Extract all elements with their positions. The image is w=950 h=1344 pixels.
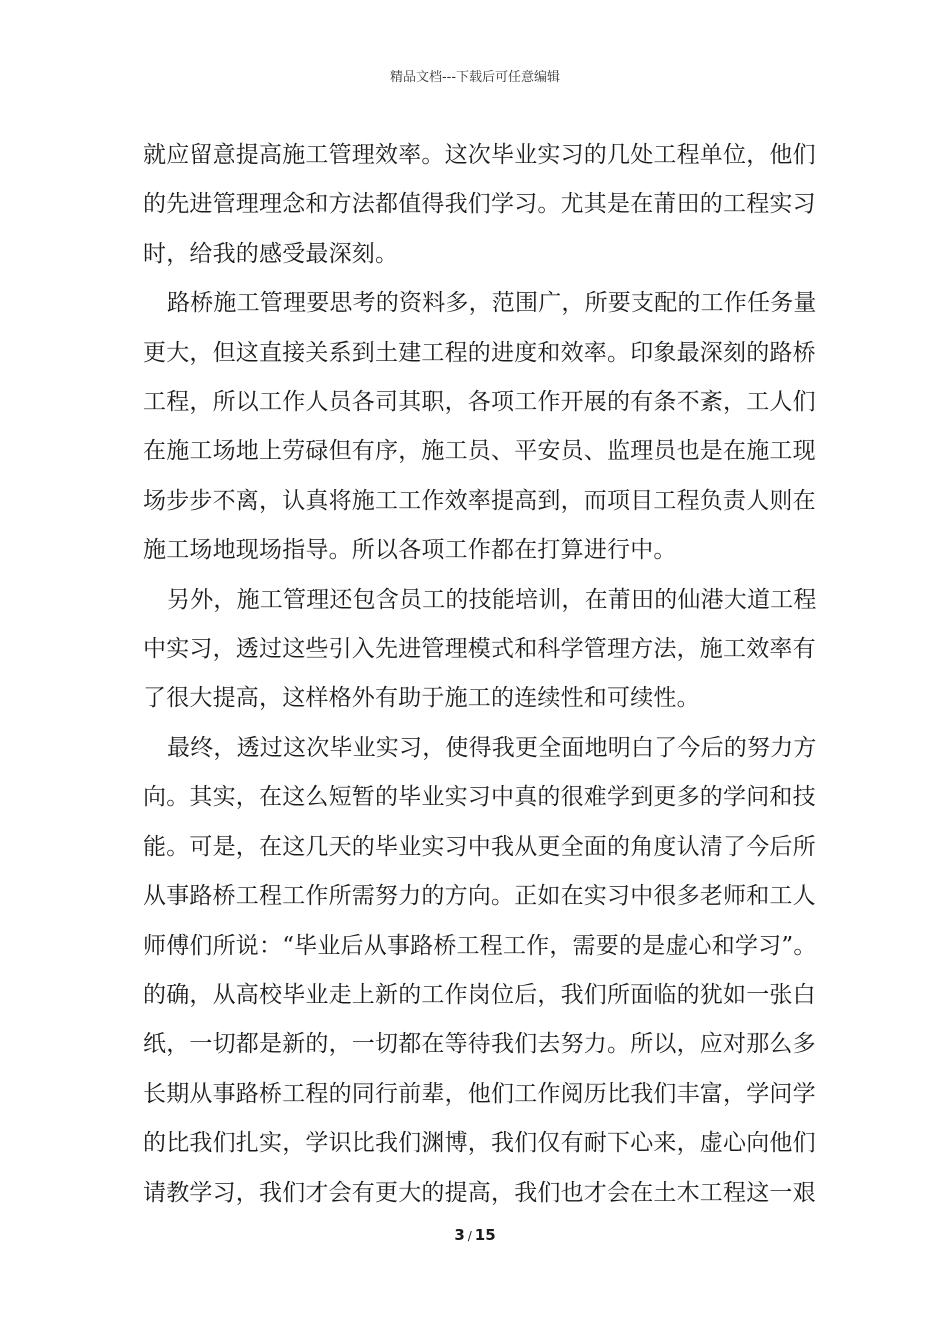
page-header: 精品文档---下载后可任意编辑 <box>389 70 561 85</box>
paragraph-2: 路桥施工管理要思考的资料多，范围广，所要支配的工作任务量 更大，但这直接关系到土建工程的进度和效率。印象最深刻的路桥 工程，所以工作人员各司其职，各项工作开展的有条不紊，工人们 在施工场地上劳碌但有序，施工员、平安员、监理员也是在施工现 场步步不离，认真将施工工作效率提高到，而项目工程负责人则在 施工场地现场指导。所以各项工作都在打算进行中。 <box>143 290 817 564</box>
page-separator: / <box>467 1229 472 1243</box>
paragraph-3: 另外，施工管理还包含员工的技能培训，在莆田的仙港大道工程 中实习，透过这些引入先进管理模式和科学管理方法，施工效率有 了很大提高，这样格外有助于施工的连续性和可续性。 <box>143 586 817 712</box>
paragraph-4: 最终，透过这次毕业实习，使得我更全面地明白了今后的努力方 向。其实，在这么短暂的毕业实习中真的很难学到更多的学问和技 能。可是，在这几天的毕业实习中我从更全面的角度认清了今后所 从事路桥工程工作所需努力的方向。正如在实习中很多老师和工人 师傅们所说：“毕业后从事路桥工程工作，需要的是虚心和学习”。 的确，从高校毕业走上新的工作岗位后，我们所面临的犹如一张白 纸，一切都是新的，一切都在等待我们去努力。所以，应对那么多 长期从事路桥工程的同行前辈，他们工作阅历比我们丰富，学问学 的比我们扎实，学识比我们渊博，我们仅有耐下心来，虚心向他们 请教学习，我们才会有更大的提高，我们也才会在土木工程这一艰 <box>143 734 817 1206</box>
paragraph-1: 就应留意提高施工管理效率。这次毕业实习的几处工程单位，他们 的先进管理理念和方法都值得我们学习。尤其是在莆田的工程实习 时，给我的感受最深刻。 <box>143 142 816 267</box>
total-page-count: 15 <box>474 1226 496 1244</box>
current-page-number: 3 <box>454 1226 465 1244</box>
document-body <box>143 131 823 1218</box>
page-number <box>0 1226 950 1244</box>
